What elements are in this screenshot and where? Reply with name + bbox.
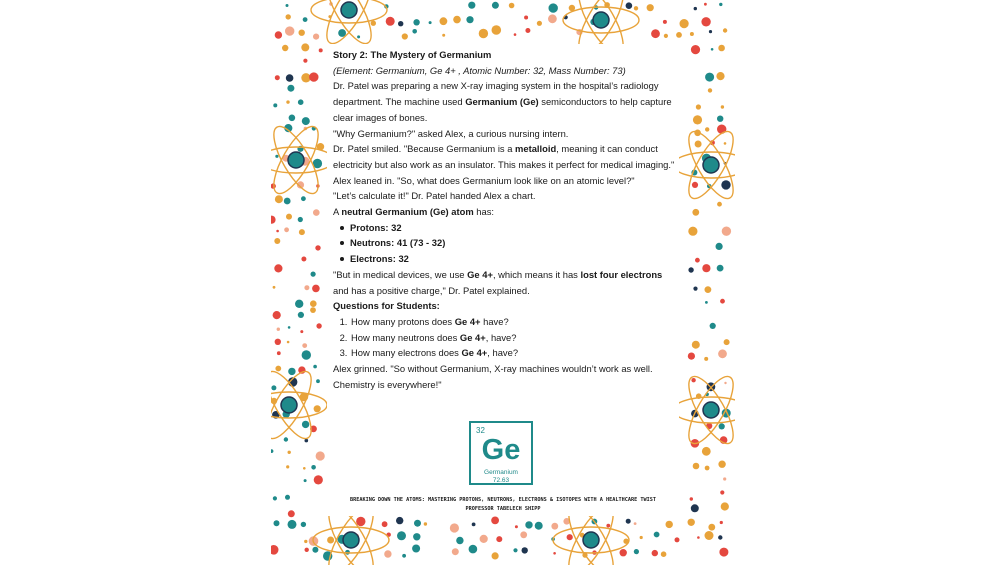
decor-dot bbox=[440, 17, 448, 25]
decor-dot bbox=[702, 264, 710, 272]
decor-dot bbox=[309, 72, 318, 81]
decor-dot bbox=[275, 75, 280, 80]
decor-dot bbox=[692, 341, 700, 349]
decor-dot bbox=[302, 343, 307, 348]
decor-dot bbox=[716, 72, 724, 80]
decor-dot bbox=[287, 85, 294, 92]
decor-dot bbox=[286, 74, 294, 82]
decor-dot bbox=[275, 339, 281, 345]
decor-dot bbox=[525, 521, 532, 528]
footer-author: PROFESSOR TABELECH SHIPP bbox=[465, 506, 541, 512]
decor-dot bbox=[694, 7, 697, 10]
decor-dot bbox=[429, 21, 432, 24]
decor-dot bbox=[295, 300, 303, 308]
paragraph-1: Dr. Patel was preparing a new X-ray imaging system in the hospital’s radiology department. The machine used Germanium (Ge) semiconductors to help capture clear images of bones. bbox=[333, 80, 672, 123]
decor-dot bbox=[310, 300, 317, 307]
question-item: 1. How many protons does Ge 4+ have? bbox=[350, 314, 678, 330]
decor-dot bbox=[453, 16, 461, 24]
decor-dot bbox=[298, 99, 304, 105]
decor-dot bbox=[654, 532, 660, 538]
decor-dot bbox=[705, 531, 714, 540]
decor-dot bbox=[302, 350, 311, 359]
decor-dot bbox=[688, 227, 697, 236]
decor-dot bbox=[312, 285, 320, 293]
decor-dot bbox=[720, 490, 724, 494]
decor-dot bbox=[327, 537, 334, 544]
decor-dot bbox=[382, 521, 388, 527]
decor-dot bbox=[310, 307, 316, 313]
decor-dot bbox=[275, 195, 283, 203]
decor-dot bbox=[301, 522, 306, 527]
atom-icon bbox=[311, 0, 387, 49]
decor-dot bbox=[288, 510, 295, 517]
decor-dot bbox=[695, 141, 702, 148]
decor-dot bbox=[692, 209, 699, 216]
decor-dot bbox=[696, 104, 701, 109]
decor-dot bbox=[313, 209, 320, 216]
periodic-element-tile bbox=[469, 421, 533, 485]
decor-dot bbox=[396, 517, 403, 524]
decor-dot bbox=[472, 523, 476, 527]
decor-dot bbox=[718, 45, 725, 52]
decor-dot bbox=[303, 17, 308, 22]
question-item: 2. How many neutrons does Ge 4+, have? bbox=[350, 330, 678, 346]
decor-dot bbox=[693, 463, 700, 470]
decor-dot bbox=[675, 537, 680, 542]
decor-dot bbox=[301, 257, 306, 262]
decor-dot bbox=[692, 182, 698, 188]
element-info: (Element: Germanium, Ge 4+ , Atomic Number: 32, Mass Number: 73) bbox=[333, 64, 626, 76]
decor-dot bbox=[704, 357, 708, 361]
decor-dot bbox=[302, 421, 309, 428]
decor-dot bbox=[271, 385, 276, 390]
decor-dot bbox=[709, 30, 712, 33]
decor-dot bbox=[515, 525, 518, 528]
decor-dot bbox=[492, 552, 499, 559]
tile-atomic-number: 32 bbox=[476, 426, 485, 435]
decor-dot bbox=[384, 550, 391, 557]
decor-dot bbox=[479, 29, 488, 38]
decor-dot bbox=[705, 466, 710, 471]
decor-dot bbox=[287, 341, 290, 344]
decor-dot bbox=[626, 2, 633, 9]
decor-dot bbox=[311, 465, 316, 470]
paragraph-5: "Let’s calculate it!" Dr. Patel handed Alex a chart. bbox=[333, 190, 536, 202]
decor-dot bbox=[288, 326, 291, 329]
decor-dot bbox=[721, 180, 730, 189]
decor-dot bbox=[496, 536, 502, 542]
decor-dot bbox=[724, 142, 727, 145]
decor-dot bbox=[719, 423, 725, 429]
decor-dot bbox=[691, 45, 700, 54]
decor-dot bbox=[710, 323, 716, 329]
decor-dot bbox=[522, 547, 528, 553]
list-item: Neutrons: 41 (73 - 32) bbox=[350, 235, 678, 251]
decor-dot bbox=[288, 368, 295, 375]
decor-dot bbox=[704, 3, 707, 6]
decor-dot bbox=[286, 100, 289, 103]
decor-dot bbox=[316, 451, 325, 460]
decor-dot bbox=[466, 16, 473, 23]
decor-dot bbox=[549, 3, 558, 12]
decor-dot bbox=[724, 339, 730, 345]
paragraph-2: "Why Germanium?" asked Alex, a curious nursing intern. bbox=[333, 127, 569, 139]
decor-dot bbox=[695, 258, 700, 263]
decor-dot bbox=[398, 21, 403, 26]
decor-dot bbox=[304, 285, 309, 290]
decor-dot bbox=[702, 447, 711, 456]
decor-dot bbox=[286, 214, 292, 220]
decor-dot bbox=[711, 48, 714, 51]
decor-dot bbox=[284, 198, 291, 205]
decor-dot bbox=[666, 521, 673, 528]
decor-dot bbox=[303, 59, 307, 63]
decor-dot bbox=[273, 103, 277, 107]
decor-dot bbox=[626, 519, 631, 524]
decor-dot bbox=[718, 349, 727, 358]
decor-dot bbox=[535, 522, 543, 530]
decor-dot bbox=[651, 29, 660, 38]
decor-dot bbox=[450, 523, 459, 532]
decor-dot bbox=[311, 272, 316, 277]
decor-dot bbox=[271, 545, 279, 555]
decor-dot bbox=[722, 227, 731, 236]
decor-dot bbox=[316, 323, 321, 328]
tile-name: Germanium bbox=[484, 469, 518, 476]
decor-dot bbox=[414, 520, 421, 527]
decor-dot bbox=[288, 520, 297, 529]
decor-dot bbox=[319, 48, 323, 52]
decor-dot bbox=[693, 115, 702, 124]
decor-dot bbox=[338, 29, 346, 37]
decor-dot bbox=[680, 19, 689, 28]
decor-dot bbox=[313, 365, 317, 369]
decor-dot bbox=[275, 31, 282, 38]
decor-dot bbox=[688, 267, 693, 272]
decor-dot bbox=[301, 196, 306, 201]
decor-dot bbox=[469, 545, 478, 554]
decor-dot bbox=[693, 287, 697, 291]
decor-dot bbox=[286, 465, 289, 468]
decor-dot bbox=[413, 533, 420, 540]
decor-dot bbox=[690, 32, 694, 36]
decor-dot bbox=[275, 155, 278, 158]
decor-dot bbox=[304, 540, 307, 543]
decor-dot bbox=[719, 3, 722, 6]
decor-dot bbox=[456, 537, 463, 544]
decor-dot bbox=[282, 45, 288, 51]
decor-dot bbox=[492, 25, 502, 35]
decor-dot bbox=[664, 34, 668, 38]
decor-dot bbox=[402, 33, 408, 39]
decor-dot bbox=[412, 545, 420, 553]
decor-dot bbox=[442, 34, 445, 37]
story-text bbox=[333, 47, 678, 392]
decor-dot bbox=[314, 405, 321, 412]
decor-dot bbox=[413, 19, 419, 25]
decor-dot bbox=[305, 548, 309, 552]
decor-dot bbox=[277, 351, 281, 355]
decor-dot bbox=[314, 475, 323, 484]
decor-dot bbox=[676, 32, 682, 38]
decor-dot bbox=[402, 554, 406, 558]
footer-title: BREAKING DOWN THE ATOMS: MASTERING PROTONS, NEUTRONS, ELECTRONS & ISOTOPES WITH A HEALTHCARE TWIST bbox=[349, 497, 657, 503]
tile-mass: 72.63 bbox=[492, 477, 510, 484]
decor-dot bbox=[302, 117, 310, 125]
decor-dot bbox=[719, 548, 728, 557]
decor-dot bbox=[274, 238, 280, 244]
decor-dot bbox=[480, 535, 488, 543]
decor-dot bbox=[275, 366, 281, 372]
decor-dot bbox=[305, 439, 309, 443]
decor-dot bbox=[357, 35, 360, 38]
decor-dot bbox=[312, 547, 318, 553]
decor-dot bbox=[720, 299, 725, 304]
decor-dot bbox=[468, 2, 475, 9]
decor-dot bbox=[720, 521, 723, 524]
atom-icon bbox=[271, 366, 327, 445]
decor-dot bbox=[298, 217, 303, 222]
decor-dot bbox=[271, 216, 276, 224]
decor-dot bbox=[273, 496, 277, 500]
decor-dot bbox=[492, 2, 499, 9]
paragraph-3: Dr. Patel smiled. "Because Germanium is a metalloid, meaning it can conduct electricity but also work as an insulator. This makes it perfect for medical imaging." bbox=[333, 143, 675, 170]
decor-dot bbox=[304, 479, 307, 482]
footer bbox=[311, 496, 695, 514]
decor-dot bbox=[397, 531, 406, 540]
decor-dot bbox=[289, 115, 296, 122]
decor-dot bbox=[717, 265, 724, 272]
decor-dot bbox=[701, 17, 710, 26]
decor-dot bbox=[315, 245, 320, 250]
closing-paragraph: Alex grinned. "So without Germanium, X-ray machines wouldn’t work as well. Chemistry is everywhere!" bbox=[333, 363, 653, 390]
decor-dot bbox=[663, 20, 667, 24]
atom-icon bbox=[673, 126, 735, 205]
decor-dot bbox=[356, 517, 365, 526]
decor-dot bbox=[652, 550, 658, 556]
decor-dot bbox=[721, 105, 724, 108]
decor-dot bbox=[718, 535, 722, 539]
decor-dot bbox=[620, 549, 627, 556]
decor-dot bbox=[525, 28, 530, 33]
paragraph-6: A neutral Germanium (Ge) atom has: bbox=[333, 206, 494, 218]
decor-dot bbox=[274, 264, 282, 272]
decor-dot bbox=[285, 26, 294, 35]
decor-dot bbox=[661, 551, 667, 557]
decor-dot bbox=[718, 461, 725, 468]
decor-dot bbox=[606, 524, 610, 528]
decor-dot bbox=[520, 531, 527, 538]
decor-dot bbox=[313, 34, 319, 40]
decor-dot bbox=[286, 4, 289, 7]
decor-dot bbox=[513, 548, 517, 552]
paragraph-7: "But in medical devices, we use Ge 4+, which means it has lost four electrons and has a positive charge," Dr. Patel explained. bbox=[333, 268, 663, 296]
decor-dot bbox=[386, 17, 395, 26]
decor-dot bbox=[716, 243, 723, 250]
decor-dot bbox=[634, 522, 637, 525]
question-item: 3. How many electrons does Ge 4+, have? bbox=[350, 345, 678, 361]
decor-dot bbox=[551, 523, 558, 530]
decor-dot bbox=[412, 29, 417, 34]
decor-dot bbox=[688, 353, 695, 360]
decor-dot bbox=[717, 116, 723, 122]
decor-dot bbox=[288, 451, 291, 454]
decor-dot bbox=[724, 382, 726, 384]
decor-dot bbox=[491, 517, 499, 525]
decor-dot bbox=[299, 229, 305, 235]
decor-dot bbox=[640, 536, 643, 539]
decor-dot bbox=[708, 524, 715, 531]
decor-dot bbox=[723, 477, 726, 480]
decor-dot bbox=[284, 227, 289, 232]
decor-dot bbox=[697, 536, 700, 539]
decor-dot bbox=[285, 495, 290, 500]
questions-heading: Questions for Students: bbox=[333, 300, 440, 312]
decor-dot bbox=[567, 534, 573, 540]
decor-dot bbox=[721, 502, 729, 510]
decor-dot bbox=[688, 519, 695, 526]
decor-dot bbox=[723, 28, 727, 32]
decor-dot bbox=[634, 6, 638, 10]
decor-dot bbox=[708, 88, 712, 92]
decor-dot bbox=[299, 30, 305, 36]
decor-dot bbox=[273, 311, 281, 319]
questions-list bbox=[333, 314, 678, 361]
list-item: Protons: 32 bbox=[350, 220, 678, 236]
decor-dot bbox=[300, 330, 303, 333]
decor-dot bbox=[274, 520, 280, 526]
decor-dot bbox=[316, 379, 320, 383]
decor-dot bbox=[705, 73, 714, 82]
tile-symbol: Ge bbox=[481, 434, 521, 466]
atom-composition-list bbox=[333, 220, 678, 267]
story-title: Story 2: The Mystery of Germanium bbox=[333, 49, 492, 60]
decor-dot bbox=[284, 437, 288, 441]
decor-dot bbox=[452, 548, 459, 555]
decor-dot bbox=[553, 552, 556, 555]
decor-dot bbox=[303, 467, 306, 470]
decor-dot bbox=[286, 14, 291, 19]
decor-dot bbox=[524, 16, 528, 20]
decor-dot bbox=[271, 449, 273, 453]
decor-dot bbox=[509, 3, 515, 9]
decor-dot bbox=[548, 14, 557, 23]
list-item: Electrons: 32 bbox=[350, 251, 678, 267]
decor-dot bbox=[277, 328, 280, 331]
decor-dot bbox=[537, 21, 542, 26]
decor-dot bbox=[647, 4, 654, 11]
decor-dot bbox=[301, 43, 309, 51]
decor-dot bbox=[514, 33, 517, 36]
paragraph-4: Alex leaned in. "So, what does Germanium look like on an atomic level?" bbox=[333, 174, 635, 186]
decor-dot bbox=[705, 286, 712, 293]
decor-dot bbox=[276, 230, 279, 233]
worksheet-page bbox=[271, 0, 735, 565]
decor-dot bbox=[705, 301, 708, 304]
decor-dot bbox=[424, 522, 427, 525]
decor-dot bbox=[691, 378, 695, 382]
decor-dot bbox=[634, 549, 639, 554]
decor-dot bbox=[298, 312, 304, 318]
decor-dot bbox=[273, 286, 276, 289]
decor-dot bbox=[717, 202, 722, 207]
decor-dot bbox=[705, 127, 709, 131]
decor-dot bbox=[371, 21, 376, 26]
